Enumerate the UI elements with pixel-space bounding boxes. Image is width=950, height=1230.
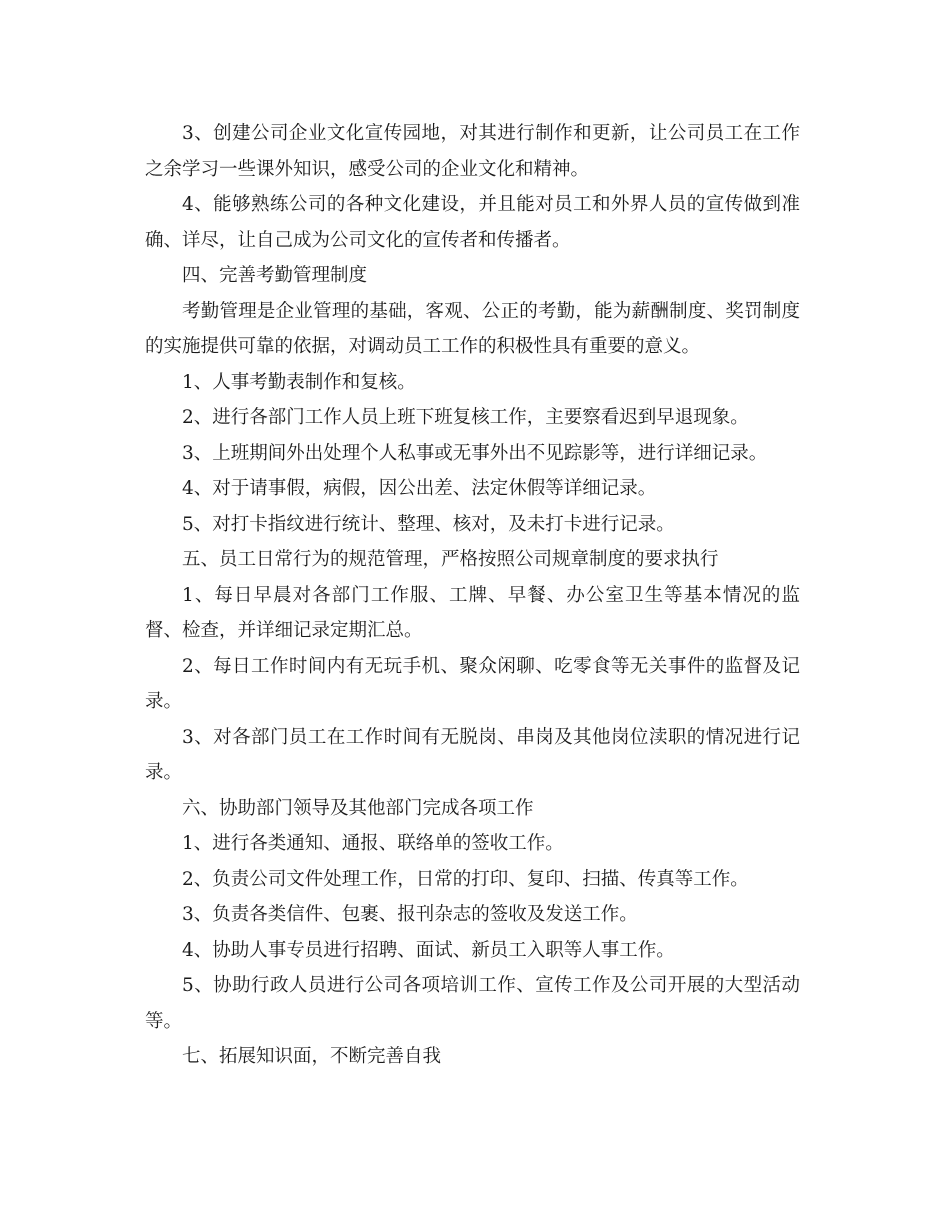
paragraph-conduct-2: 2、每日工作时间内有无玩手机、聚众闲聊、吃零食等无关事件的监督及记录。 [145,655,800,712]
paragraph-conduct-1: 1、每日早晨对各部门工作服、工牌、早餐、办公室卫生等基本情况的监督、检查，并详细记录定期汇总。 [145,584,800,641]
paragraph-culture-3: 3、创建公司企业文化宣传园地，对其进行制作和更新，让公司员工在工作之余学习一些课外知识，感受公司的企业文化和精神。 [145,123,800,180]
paragraph-assist-4: 4、协助人事专员进行招聘、面试、新员工入职等人事工作。 [182,939,675,961]
paragraph-attendance-3: 3、上班期间外出处理个人私事或无事外出不见踪影等，进行详细记录。 [182,442,768,464]
paragraph-attendance-1: 1、人事考勤表制作和复核。 [182,371,416,393]
section-heading-assist: 六、协助部门领导及其他部门完成各项工作 [182,797,534,819]
section-heading-conduct: 五、员工日常行为的规范管理，严格按照公司规章制度的要求执行 [182,549,719,570]
paragraph-culture-4: 4、能够熟练公司的各种文化建设，并且能对员工和外界人员的宣传做到准确、详尽，让自己成为公司文化的宣传者和传播者。 [145,194,800,251]
paragraph-attendance-intro: 考勤管理是企业管理的基础，客观、公正的考勤，能为薪酬制度、奖罚制度的实施提供可靠的依据，对调动员工工作的积极性具有重要的意义。 [145,300,800,357]
paragraph-assist-2: 2、负责公司文件处理工作，日常的打印、复印、扫描、传真等工作。 [182,868,749,890]
paragraph-assist-1: 1、进行各类通知、通报、联络单的签收工作。 [182,833,564,854]
paragraph-attendance-5: 5、对打卡指纹进行统计、整理、核对，及未打卡进行记录。 [182,513,675,535]
paragraph-assist-3: 3、负责各类信件、包裹、报刊杂志的签收及发送工作。 [182,904,638,925]
paragraph-attendance-4: 4、对于请事假，病假，因公出差、法定休假等详细记录。 [182,478,657,499]
section-heading-knowledge: 七、拓展知识面，不断完善自我 [182,1046,442,1067]
paragraph-conduct-3: 3、对各部门员工在工作时间有无脱岗、串岗及其他岗位渎职的情况进行记录。 [145,726,800,783]
document-body [145,116,800,1075]
paragraph-attendance-2: 2、进行各部门工作人员上班下班复核工作，主要察看迟到早退现象。 [182,407,749,428]
paragraph-assist-5: 5、协助行政人员进行公司各项培训工作、宣传工作及公司开展的大型活动等。 [145,975,800,1032]
section-heading-attendance: 四、完善考勤管理制度 [182,265,368,286]
